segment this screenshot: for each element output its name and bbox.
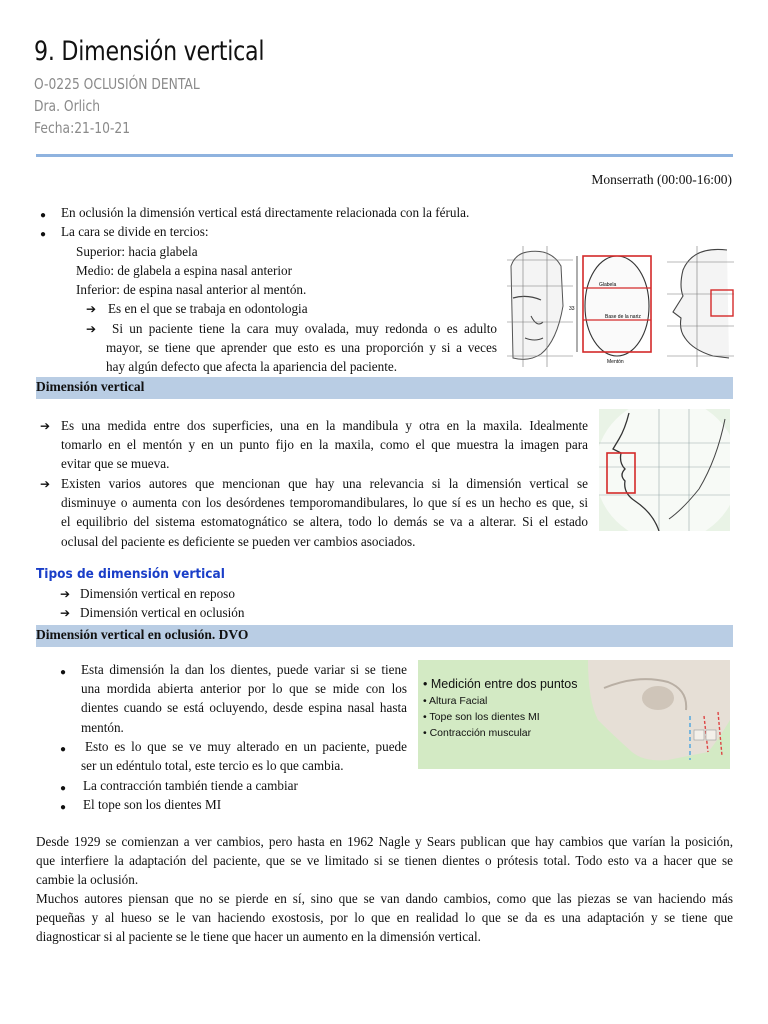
intro-arrow-1: Es en el que se trabaja en odontologia	[108, 301, 308, 316]
profile-face-icon	[667, 246, 734, 367]
section-heading-band	[36, 625, 733, 647]
section-heading: Dimensión vertical en oclusión. DVO	[36, 627, 249, 642]
bullet-dot: ●	[40, 210, 47, 221]
tercio-medio: Medio: de glabela a espina nasal anterior	[76, 263, 293, 278]
profile-measure-image	[599, 409, 730, 531]
slide-text: Altura Facial	[429, 695, 488, 707]
bullet-dot: ●	[40, 229, 47, 240]
author-line: Monserrath (00:00-16:00)	[591, 172, 732, 187]
arrow-icon: ➔	[86, 322, 97, 336]
section-heading: Dimensión vertical	[36, 379, 145, 394]
tercio-inferior: Inferior: de espina nasal anterior al mentón.	[76, 282, 307, 297]
intro-arrow-2	[112, 319, 497, 338]
text-line: Muchos autores piensan que no se pierde en sí, sino que se van dando cambios, como que las piezas se van haciendo más	[36, 891, 733, 906]
course-code: O-0225 OCLUSIÓN DENTAL	[34, 75, 200, 93]
face-thirds-image	[507, 246, 734, 367]
text-line: pequeñas y al hueso se le van haciendo exostosis, por lo que en realidad lo que se da es una adaptación y se tiene que	[36, 910, 733, 926]
dvo-bullet-3: La contracción también tiende a cambiar	[83, 778, 298, 793]
slide-bullet: •	[423, 677, 431, 691]
intro-arrow-2-cont	[106, 338, 497, 357]
dvo-slide-image	[418, 660, 730, 769]
text-line: Es una medida entre dos superficies, una en la mandibula y otra en la maxila. Idealmente	[61, 418, 588, 433]
text-line: Esta dimensión la dan los dientes, puede variar si se tiene	[81, 662, 407, 677]
text-line: mayor, se tiene que aprender que esto es una proporción y si a veces	[106, 340, 497, 355]
slide-item-4	[423, 727, 531, 739]
text-line: diagnosticar si al paciente se le tiene que hacer un aumento en la dimensión vertical.	[36, 929, 481, 945]
text-line: oclusal del paciente es deficiente se pueden ver cambios asociados.	[61, 533, 416, 549]
slide-bullet: •	[423, 695, 430, 707]
chin-label: Mentón	[607, 359, 624, 365]
text-line: el equilibrio del sistema estomatognático se altera, todo lo demás se va a alterar. Si el estado	[61, 514, 588, 530]
text-line: mentón.	[81, 719, 124, 735]
slide-text: Contracción muscular	[429, 727, 532, 739]
date-line: Fecha:21-10-21	[34, 119, 131, 137]
arrow-icon: ➔	[86, 302, 97, 316]
front-face-icon	[507, 246, 573, 367]
slide-item-2	[423, 695, 487, 707]
arrow-icon: ➔	[60, 587, 71, 601]
text-line: Desde 1929 se comienzan a ver cambios, pero hasta en 1962 Nagle y Sears publican que hay cambios que varían la posición,	[36, 834, 733, 849]
profile-illustration	[599, 409, 730, 531]
tipos-heading: Tipos de dimensión vertical	[36, 566, 225, 582]
intro-bullet-2: La cara se divide en tercios:	[61, 224, 209, 239]
dv-paragraph-1	[61, 416, 588, 474]
text-line: dientes cuando se está ocluyendo, desde espina nasal hasta	[81, 700, 407, 716]
tipo-item-1: Dimensión vertical en reposo	[80, 586, 235, 601]
text-line: tomarlo en el mentón y en un punto fijo en la maxila, como el que muestra la imagen para	[61, 437, 588, 453]
text-line: cambie la oclusión.	[36, 872, 139, 888]
measure-label: 33	[569, 306, 575, 312]
dvo-bullet-2-cont: ser un edéntulo total, este tercio es lo que cambia.	[81, 758, 344, 773]
intro-arrow-2-end: hay algún defecto que afecta la apariencia del paciente.	[106, 359, 398, 374]
text-line: una mordida abierta anterior por lo que se mide con los	[81, 681, 407, 697]
text-line: disminuye o aumenta con los desórdenes temporomandibulares, lo que sí es un hecho es que, si	[61, 495, 588, 511]
teacher-name: Dra. Orlich	[34, 97, 101, 115]
face-thirds-illustration	[507, 246, 734, 367]
bullet-dot: ●	[60, 667, 67, 678]
dvo-bullet-4: El tope son los dientes MI	[83, 797, 222, 812]
slide-bullet: •	[423, 711, 430, 723]
closing-paragraph-2	[36, 889, 733, 947]
dvo-bullet-2	[85, 737, 407, 756]
slide-bullet: •	[423, 727, 430, 739]
closing-paragraph-1	[36, 832, 733, 890]
dvo-bullet-1	[81, 660, 407, 737]
dv-paragraph-2	[61, 474, 588, 551]
bullet-dot: ●	[60, 783, 67, 794]
text-line: Existen varios autores que mencionan que hay una relevancia si la dimensión vertical se	[61, 476, 588, 491]
intro-bullet-1: En oclusión la dimensión vertical está directamente relacionada con la férula.	[61, 205, 470, 220]
section-heading-band	[36, 377, 733, 399]
slide-text: Tope son los dientes MI	[429, 711, 540, 723]
nose-base-label: Base de la nariz	[605, 314, 641, 320]
arrow-icon: ➔	[60, 606, 71, 620]
text-line: evitar que se mueva.	[61, 456, 170, 472]
slide-item-3	[423, 711, 540, 723]
slide-item-1	[423, 677, 577, 691]
bullet-dot: ●	[60, 802, 67, 813]
text-line: que interfiere la adaptación del paciente, que se ve limitado si se tienen dientes o prótesis total. Todo esto va a hacer que se	[36, 853, 733, 869]
slide-text: Medición entre dos puntos	[430, 677, 578, 691]
header-rule	[36, 154, 733, 157]
text-line: Si un paciente tiene la cara muy ovalada, muy redonda o es adulto	[112, 321, 497, 336]
bullet-dot: ●	[60, 744, 67, 755]
text-line: Esto es lo que se ve muy alterado en un paciente, puede	[85, 739, 407, 754]
glabela-label: Glabela	[599, 282, 617, 288]
tipo-item-2: Dimensión vertical en oclusión	[80, 605, 245, 620]
arrow-icon: ➔	[40, 477, 51, 491]
face-oval-diagram	[569, 256, 651, 365]
tercio-superior: Superior: hacia glabela	[76, 244, 198, 259]
arrow-icon: ➔	[40, 419, 51, 433]
page-title: 9. Dimensión vertical	[34, 36, 265, 67]
